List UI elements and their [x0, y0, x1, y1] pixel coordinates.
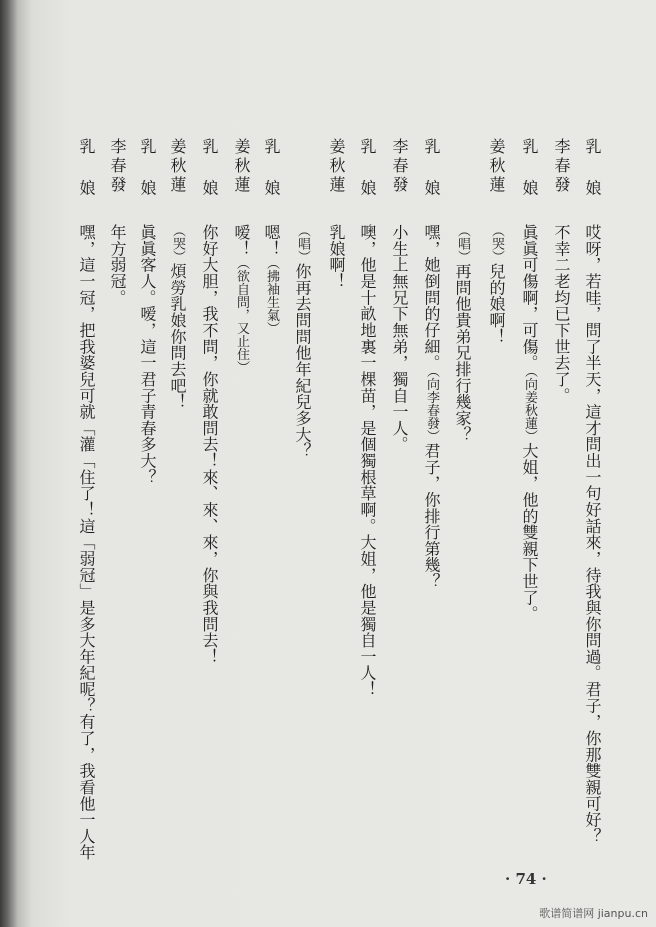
speech-segment: 小生上無兄下無弟，獨自一人。 — [390, 224, 409, 453]
speech-segment: 大姐，他的雙親下世了。 — [520, 442, 539, 622]
stage-direction: （哭） — [170, 224, 185, 263]
speech-segment: 嘿，她倒問的仔細。 — [422, 224, 441, 371]
speaker-name: 姜秋蓮 — [168, 138, 187, 195]
speech-segment: 噢，他是十畝地裏一棵苗，是個獨根草啊。大姐，他是獨自一人！ — [358, 224, 377, 698]
speaker-name: 乳娘 — [200, 138, 219, 222]
speech-segment: 兒的娘啊！ — [487, 263, 506, 345]
speech-text — [76, 224, 96, 860]
speech-segment: 年方弱冠。 — [108, 224, 127, 306]
speech-segment: 嗯！ — [262, 224, 281, 257]
speech-text — [421, 224, 441, 589]
speech-text — [326, 224, 346, 289]
speech-text — [519, 224, 539, 622]
stage-direction: （向姜秋蓮） — [522, 370, 537, 443]
speech-segment: 嗳！ — [232, 224, 251, 257]
speaker-name: 姜秋蓮 — [327, 138, 346, 195]
speech-text — [199, 224, 219, 665]
speech-segment: 嘿，這一冠，把我婆兒可就「灌「住了！這「弱冠」是多大年紀呢？有了，我看他一人年 — [77, 224, 96, 861]
speaker-name: 乳娘 — [520, 138, 539, 222]
speaker-name: 李春發 — [108, 138, 127, 195]
page-number: · 74 · — [505, 870, 547, 888]
speech-segment: 乳娘啊！ — [327, 224, 346, 290]
speech-text — [261, 224, 281, 335]
speech-text — [551, 224, 571, 404]
speaker-name: 乳娘 — [583, 138, 602, 222]
speech-segment: 你好大胆，我不問，你就敢問去！來、來、來，你與我問去！ — [200, 224, 219, 665]
speaker-name: 乳娘 — [262, 138, 281, 222]
speech-segment: 不幸二老均已下世去了。 — [552, 224, 571, 404]
speech-text — [582, 224, 602, 844]
speech-text — [137, 224, 157, 485]
speech-text — [107, 224, 127, 306]
speaker-name: 乳娘 — [77, 138, 96, 222]
stage-direction: （拂袖生氣） — [264, 256, 279, 335]
stage-direction: （向李春發） — [424, 370, 439, 443]
stage-direction: （唱） — [455, 224, 470, 263]
speech-text — [357, 224, 377, 697]
speaker-name: 乳娘 — [138, 138, 157, 222]
speech-segment: 哎呀，若哇，問了半天，這才問出一句好話來，待我與你問過。君子，你那雙親可好？ — [583, 224, 602, 845]
speaker-name: 乳娘 — [422, 138, 441, 222]
speaker-name: 李春發 — [552, 138, 571, 195]
speaker-name: 姜秋蓮 — [487, 138, 506, 195]
speech-segment: 再問他貴弟兄排行幾家？ — [453, 263, 472, 443]
stage-direction: （哭） — [489, 224, 504, 263]
speech-segment: 你再去問問他年紀兒多大？ — [293, 263, 312, 459]
speech-text — [231, 224, 251, 374]
speech-text — [486, 224, 506, 345]
watermark: 歌谱简谱网 jianpu.cn — [539, 907, 648, 920]
speech-segment: 君子，你排行第幾？ — [422, 442, 441, 590]
stage-direction: （欲自問，又止住） — [234, 256, 249, 374]
stage-direction: （唱） — [295, 224, 310, 263]
speaker-name: 姜秋蓮 — [232, 138, 251, 195]
speech-text — [452, 224, 472, 443]
speaker-name: 李春發 — [390, 138, 409, 195]
speech-text — [167, 224, 187, 410]
speech-segment: 眞眞客人。嗳，這一君子青春多大？ — [138, 224, 157, 486]
speech-text — [389, 224, 409, 452]
speech-text — [292, 224, 312, 459]
speaker-name: 乳娘 — [358, 138, 377, 222]
speech-segment: 眞眞可傷啊，可傷。 — [520, 224, 539, 371]
speech-segment: 煩勞乳娘你問去吧！ — [168, 263, 187, 410]
